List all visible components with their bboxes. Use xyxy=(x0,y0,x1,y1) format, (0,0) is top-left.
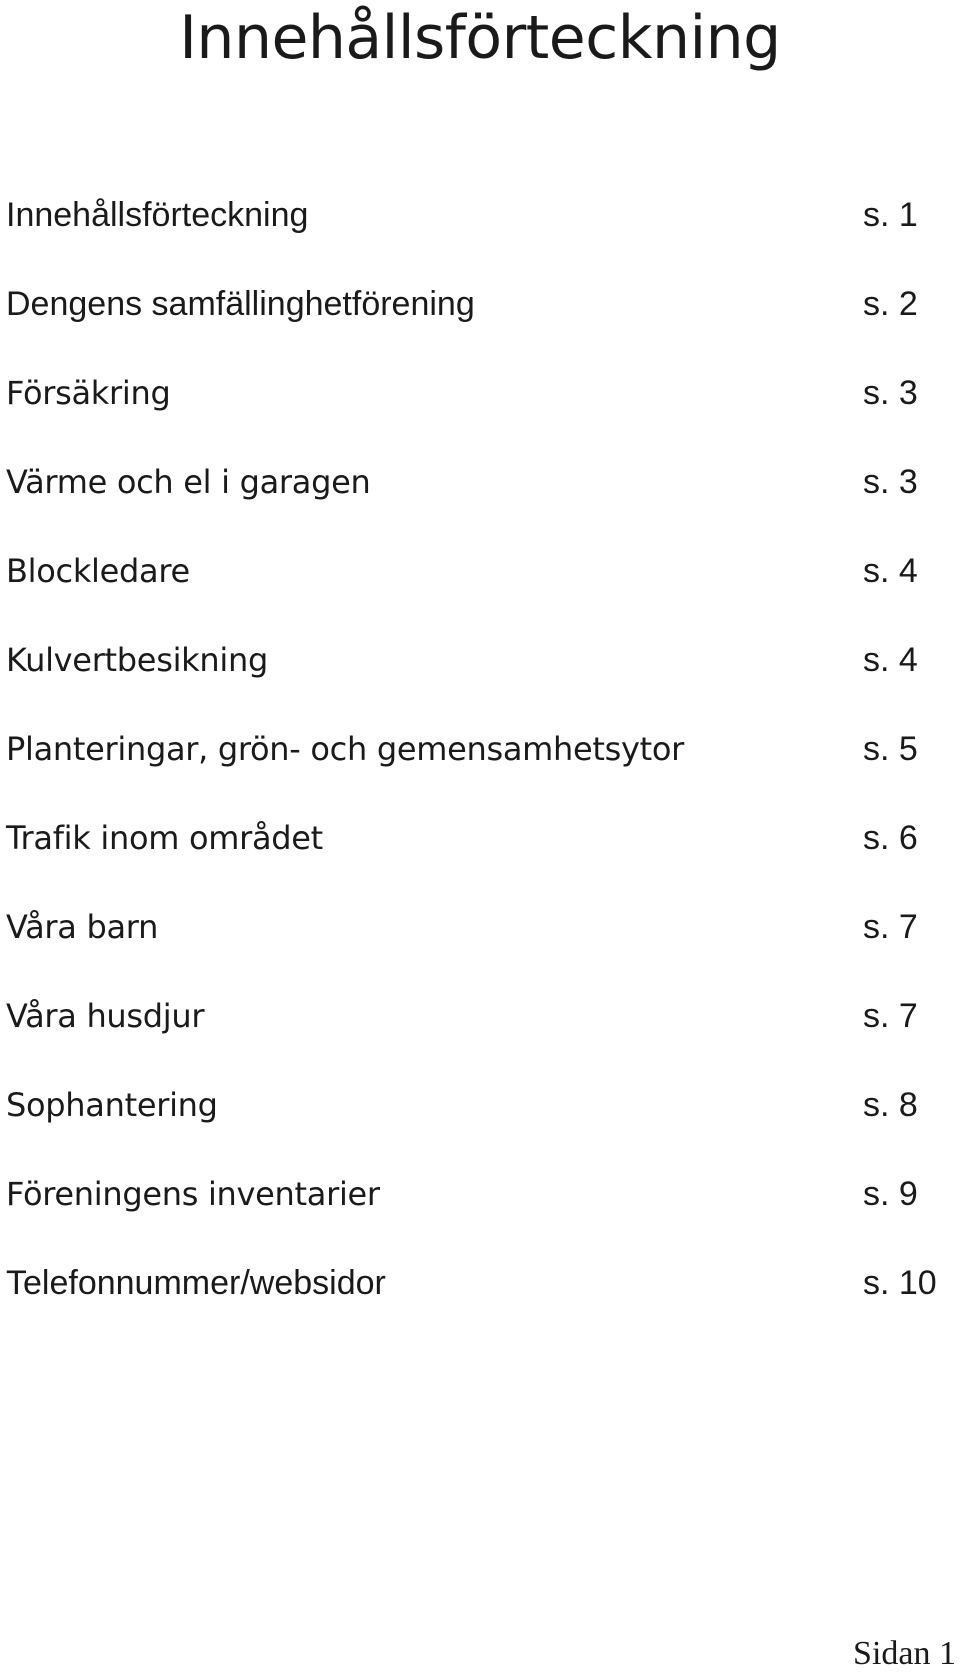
toc-entry-page: s. 6 xyxy=(863,819,918,857)
page-number: Sidan 1 xyxy=(853,1635,956,1672)
toc-entry xyxy=(6,1174,956,1263)
toc-entry xyxy=(6,462,956,551)
toc-entry-page: s. 4 xyxy=(863,552,918,590)
toc-entry-label: Våra husdjur xyxy=(6,997,205,1035)
table-of-contents xyxy=(6,195,956,1352)
toc-entry xyxy=(6,996,956,1085)
toc-entry xyxy=(6,373,956,462)
toc-entry-label: Innehållsförteckning xyxy=(6,196,309,234)
toc-entry-page: s. 1 xyxy=(863,196,918,234)
toc-entry-page: s. 9 xyxy=(863,1175,918,1213)
toc-entry xyxy=(6,640,956,729)
toc-entry-page: s. 4 xyxy=(863,641,918,679)
toc-entry-label: Föreningens inventarier xyxy=(6,1175,380,1213)
toc-entry-label: Telefonnummer/websidor xyxy=(6,1264,386,1302)
toc-entry xyxy=(6,551,956,640)
page-title: Innehållsförteckning xyxy=(179,3,781,73)
toc-entry-page: s. 7 xyxy=(863,997,918,1035)
toc-entry-label: Kulvertbesikning xyxy=(6,641,268,679)
toc-entry-label: Sophantering xyxy=(6,1086,218,1124)
toc-entry-label: Värme och el i garagen xyxy=(6,463,371,501)
toc-entry-page: s. 2 xyxy=(863,285,918,323)
toc-entry xyxy=(6,284,956,373)
toc-entry xyxy=(6,195,956,284)
toc-entry xyxy=(6,1263,956,1352)
toc-entry-label: Försäkring xyxy=(6,374,171,412)
toc-entry-label: Blockledare xyxy=(6,552,190,590)
toc-entry-label: Dengens samfällinghetförening xyxy=(6,285,475,323)
toc-entry-page: s. 7 xyxy=(863,908,918,946)
toc-entry xyxy=(6,907,956,996)
toc-entry-page: s. 3 xyxy=(863,463,918,501)
toc-entry-page: s. 5 xyxy=(863,730,918,768)
toc-entry xyxy=(6,1085,956,1174)
toc-entry xyxy=(6,729,956,818)
toc-entry xyxy=(6,818,956,907)
toc-entry-label: Trafik inom området xyxy=(6,819,323,857)
toc-entry-label: Våra barn xyxy=(6,908,159,946)
toc-entry-page: s. 8 xyxy=(863,1086,918,1124)
toc-entry-label: Planteringar, grön- och gemensamhetsytor xyxy=(6,730,685,768)
toc-entry-page: s. 3 xyxy=(863,374,918,412)
toc-entry-page: s. 10 xyxy=(863,1264,937,1302)
